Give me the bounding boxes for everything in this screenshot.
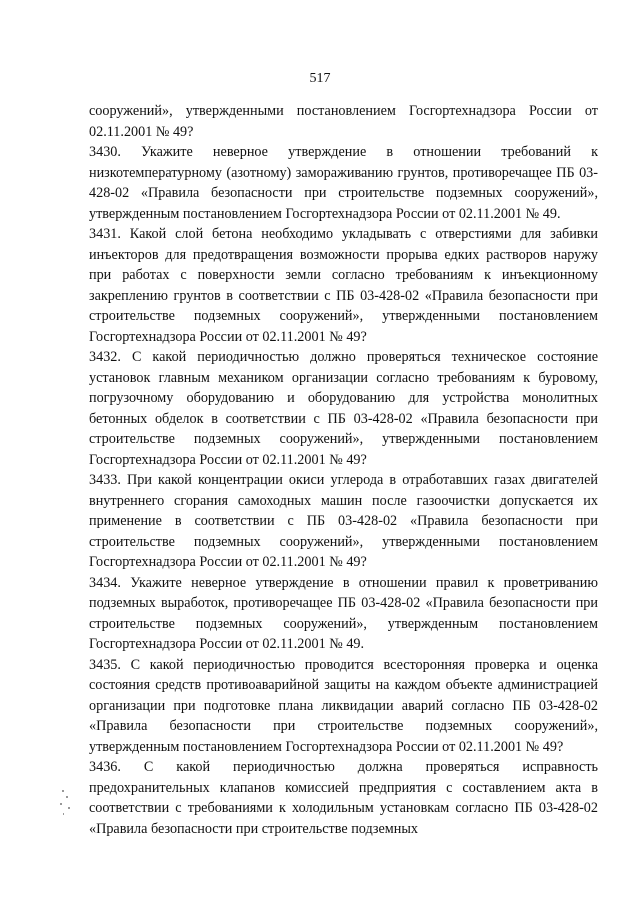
question-3433: 3433. При какой концентрации окиси углерода в отработавших газах двигателей внутреннего сгорания самоходных машин после газоочистки допускается их применение в соответствии с ПБ 03-428-02 «Правила безопасности при строительстве подземных сооружений», утвержденными постановлением Госгортехнадзора России от 02.11.2001 № 49? — [89, 472, 598, 570]
paragraph-continuation: сооружений», утвержденными постановлением Госгортехнадзора России от 02.11.2001 № 49? — [89, 103, 598, 140]
question-3435: 3435. С какой периодичностью проводится всесторонняя проверка и оценка состояния средств противоаварийной защиты на каждом объекте администрацией организации при подготовке плана ликвидации аварий согласно ПБ 03-428-02 «Правила безопасности при строительстве подземных сооружений», утвержденным постановлением Госгортехнадзора России от 02.11.2001 № 49? — [89, 656, 598, 755]
question-3432: 3432. С какой периодичностью должно проверяться техническое состояние установок главным механиком организации согласно требованиям к буровому, погрузочному оборудованию и оборудованию для устройства монолитных бетонных обделок в соответствии с ПБ 03-428-02 «Правила безопасности при строительстве подземных сооружений», утвержденными постановлением Госгортехнадзора России от 02.11.2001 № 49? — [89, 349, 598, 468]
question-3434: 3434. Укажите неверное утверждение в отношении правил к проветриванию подземных выработок, противоречащее ПБ 03-428-02 «Правила безопасности при строительстве подземных сооружений», утвержденным постановлением Госгортехнадзора России от 02.11.2001 № 49. — [89, 574, 598, 652]
question-3436: 3436. С какой периодичностью должна проверяться исправность предохранительных клапанов комиссией предприятия с составлением акта в соответствии с требованиями к холодильным установкам согласно ПБ 03-428-02 «Правила безопасности при строительстве подземных — [89, 759, 598, 837]
page-body — [89, 101, 598, 839]
question-3431: 3431. Какой слой бетона необходимо укладывать с отверстиями для забивки инъекторов для предотвращения возможности прорыва едких растворов наружу при работах с поверхности земли согласно требованиям к инъекционному закреплению грунтов в соответствии с ПБ 03-428-02 «Правила безопасности при строительстве подземных сооружений», утвержденными постановлением Госгортехнадзора России от 02.11.2001 № 49? — [89, 226, 598, 345]
question-3430: 3430. Укажите неверное утверждение в отношении требований к низкотемпературному (азотному) замораживанию грунтов, противоречащее ПБ 03-428-02 «Правила безопасности при строительстве подземных сооружений», утвержденным постановлением Госгортехнадзора России от 02.11.2001 № 49. — [89, 144, 598, 222]
page-number: 517 — [309, 71, 331, 86]
